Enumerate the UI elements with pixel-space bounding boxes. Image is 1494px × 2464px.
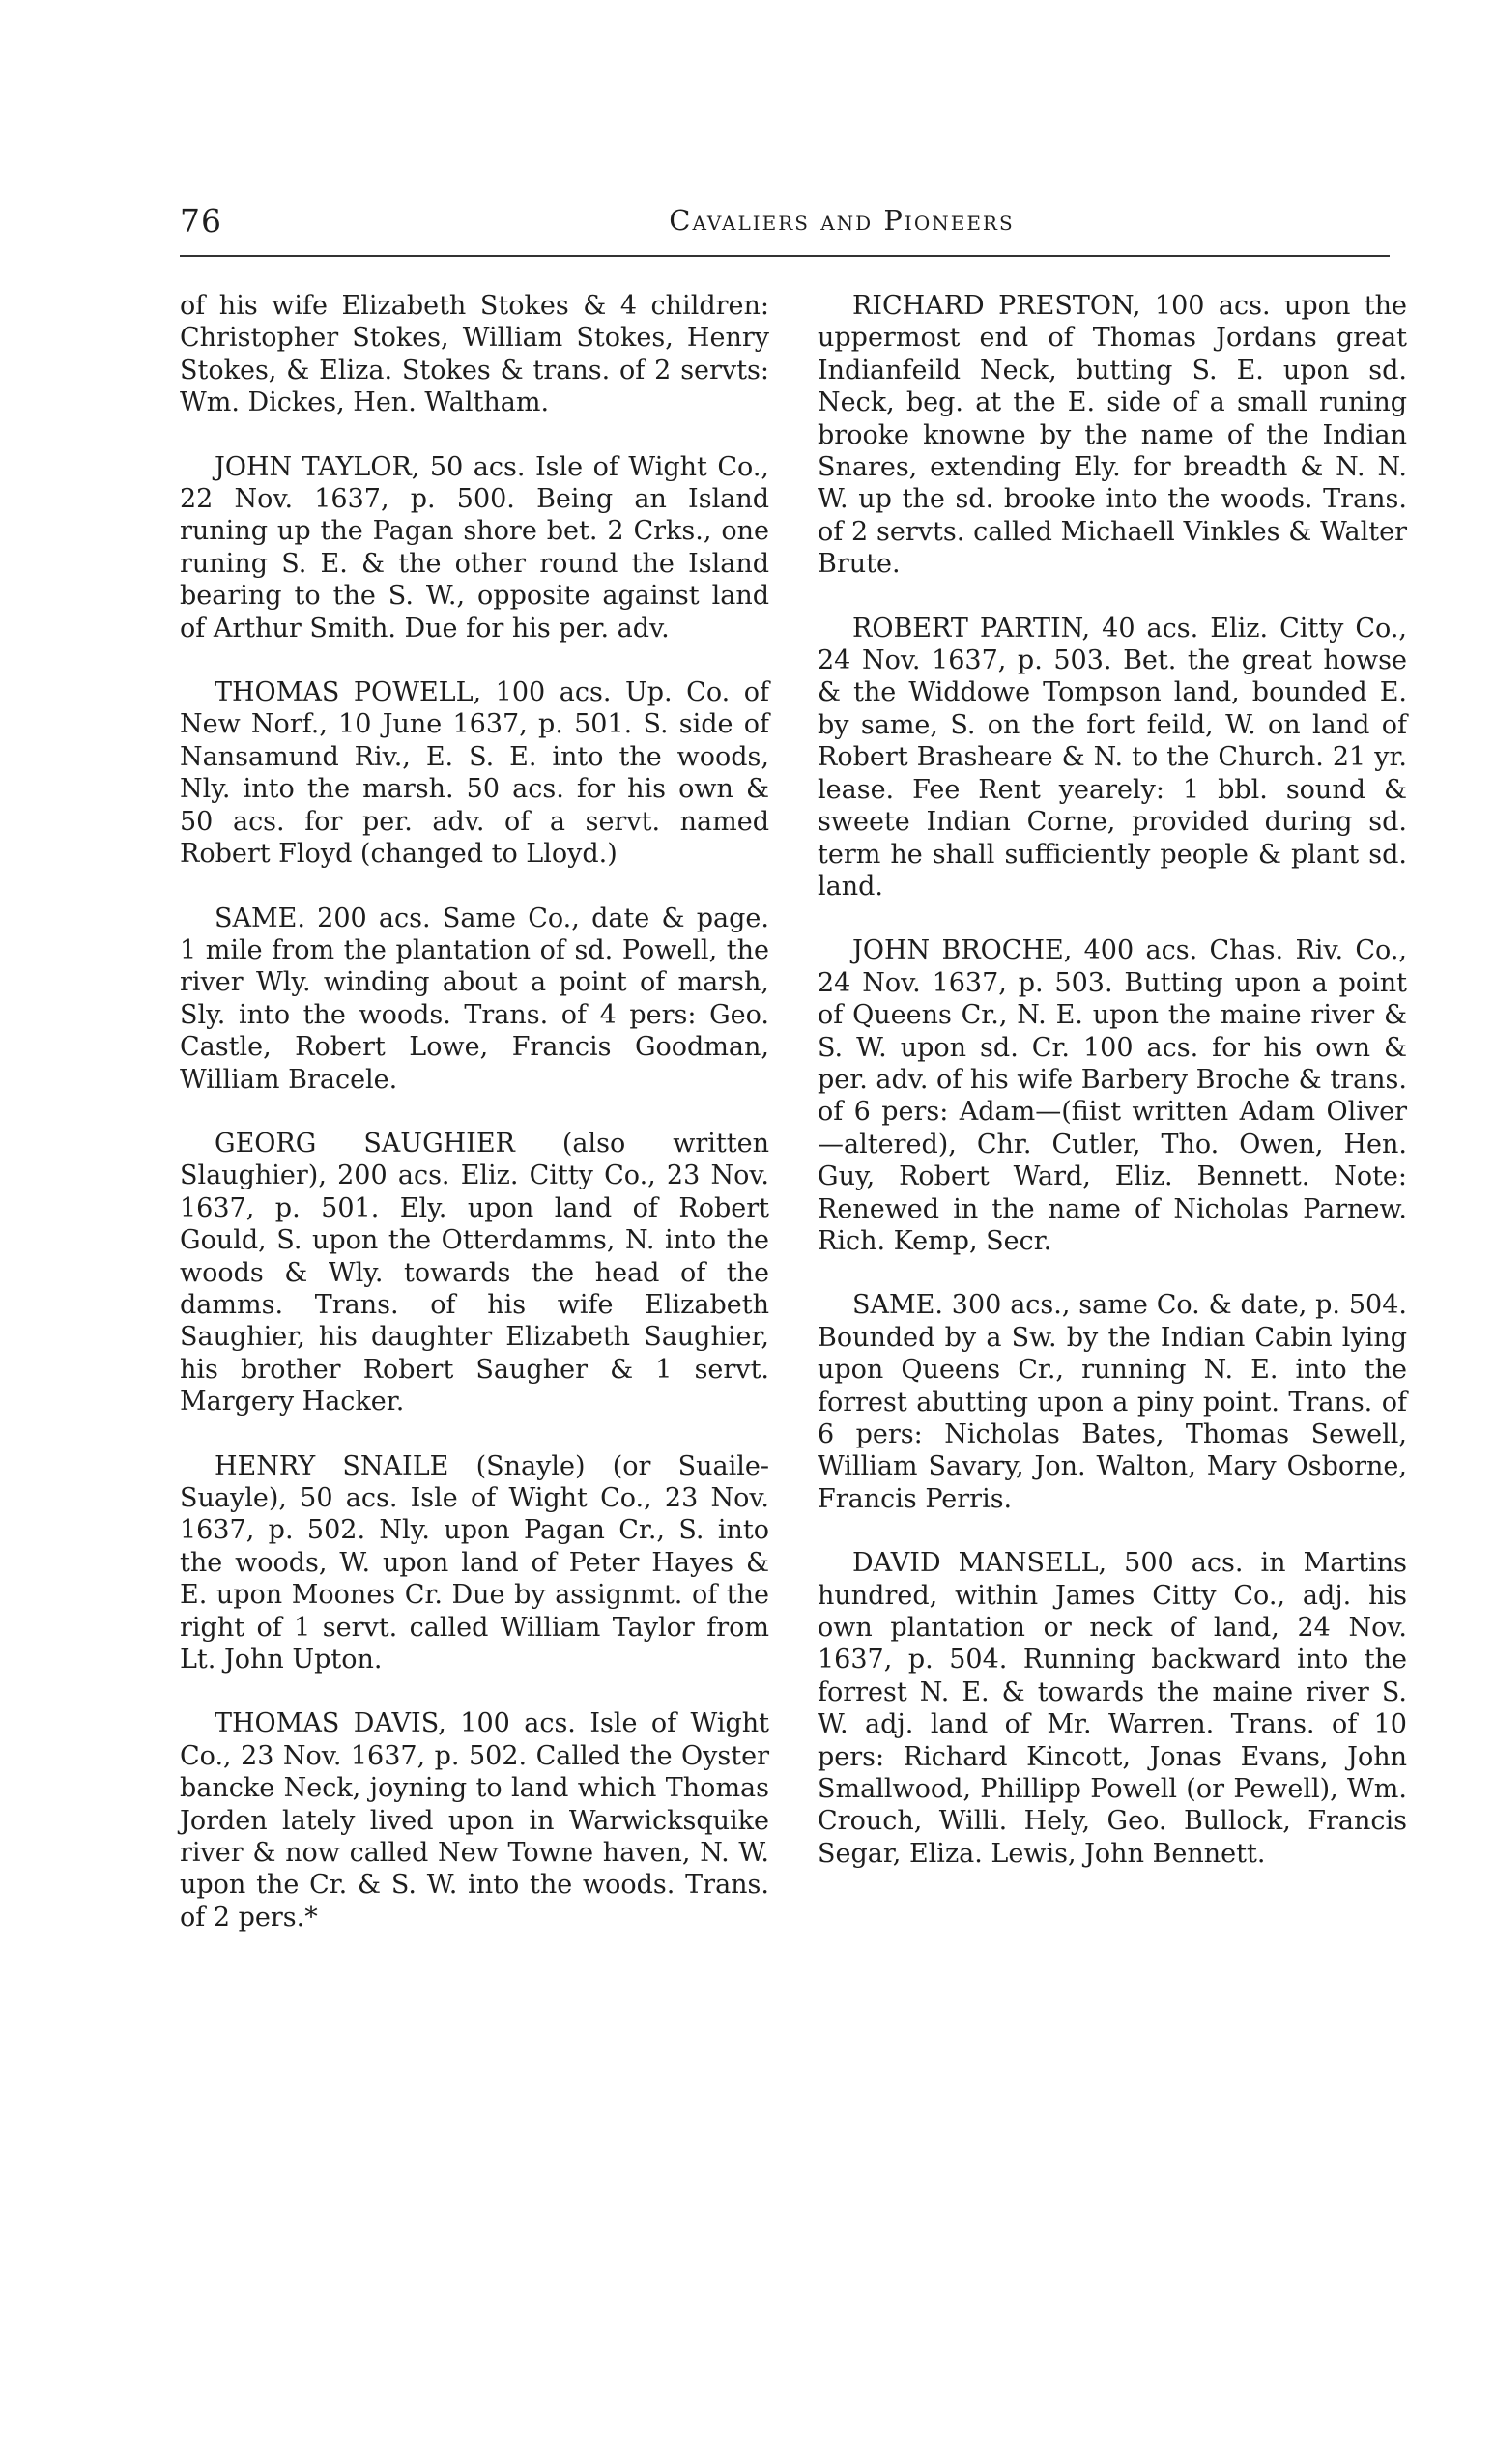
entry-thomas-powell: THOMAS POWELL, 100 acs. Up. Co. of New Norf., 10 June 1637, p. 501. S. side of Nansamund Riv., E. S. E. into the woods, Nly. into the marsh. 50 acs. for his own & 50 acs. for per. adv. of a servt. named Robert Floyd (changed to Lloyd.) xyxy=(180,677,769,870)
page-number: 76 xyxy=(180,202,222,240)
entry-same-300: SAME. 300 acs., same Co. & date, p. 504. Bounded by a Sw. by the Indian Cabin lying upon Queens Cr., running N. E. into the forrest abutting upon a piny point. Trans. of 6 pers: Nicholas Bates, Thomas Sewell, William Savary, Jon. Walton, Mary Osborne, Francis Perris. xyxy=(818,1290,1407,1514)
entry-thomas-davis: THOMAS DAVIS, 100 acs. Isle of Wight Co., 23 Nov. 1637, p. 502. Called the Oyster bancke Neck, joyning to land which Thomas Jorden lately lived upon in Warwicksquike river & now called New Towne haven, N. W. upon the Cr. & S. W. into the woods. Trans. of 2 pers.* xyxy=(180,1708,769,1933)
running-title: Cavaliers and Pioneers xyxy=(669,204,1015,237)
entry-john-taylor: JOHN TAYLOR, 50 acs. Isle of Wight Co., 22 Nov. 1637, p. 500. Being an Island runing up the Pagan shore bet. 2 Crks., one runing S. E. & the other round the Island bearing to the S. W., opposite against land of Arthur Smith. Due for his per. adv. xyxy=(180,451,769,644)
entry-henry-snaile: HENRY SNAILE (Snayle) (or Suaile-Suayle), 50 acs. Isle of Wight Co., 23 Nov. 1637, p. 502. Nly. upon Pagan Cr., S. into the woods, W. upon land of Peter Hayes & E. upon Moones Cr. Due by assignmt. of the right of 1 servt. called William Taylor from Lt. John Upton. xyxy=(180,1450,769,1676)
entry-richard-preston: RICHARD PRESTON, 100 acs. upon the uppermost end of Thomas Jordans great Indianfeild Neck, butting S. E. upon sd. Neck, beg. at the E. side of a small runing brooke knowne by the name of the Indian Snares, extending Ely. for breadth & N. N. W. up the sd. brooke into the woods. Trans. of 2 servts. called Michaell Vinkles & Walter Brute. xyxy=(818,291,1407,580)
entry-john-broche: JOHN BROCHE, 400 acs. Chas. Riv. Co., 24 Nov. 1637, p. 503. Butting upon a point of Queens Cr., N. E. upon the maine river & S. W. upon sd. Cr. 100 acs. for his own & per. adv. of his wife Barbery Broche & trans. of 6 pers: Adam—(fiist written Adam Oliver—altered), Chr. Cutler, Tho. Owen, Hen. Guy, Robert Ward, Eliz. Bennett. Note: Renewed in the name of Nicholas Parnew. Rich. Kemp, Secr. xyxy=(818,935,1407,1256)
page-header xyxy=(180,196,1388,254)
left-column xyxy=(180,290,769,1965)
entry-same-200: SAME. 200 acs. Same Co., date & page. 1 mile from the plantation of sd. Powell, the river Wly. winding about a point of marsh, Sly. into the woods. Trans. of 4 pers: Geo. Castle, Robert Lowe, Francis Goodman, William Bracele. xyxy=(180,903,769,1095)
header-rule xyxy=(180,255,1390,257)
entry-david-mansell: DAVID MANSELL, 500 acs. in Martins hundred, within James Citty Co., adj. his own plantation or neck of land, 24 Nov. 1637, p. 504. Running backward into the forrest N. E. & towards the maine river S. W. adj. land of Mr. Warren. Trans. of 10 pers: Richard Kincott, Jonas Evans, John Smallwood, Phillipp Powell (or Pewell), Wm. Crouch, Willi. Hely, Geo. Bullock, Francis Segar, Eliza. Lewis, John Bennett. xyxy=(818,1548,1407,1869)
entry-robert-partin: ROBERT PARTIN, 40 acs. Eliz. Citty Co., 24 Nov. 1637, p. 503. Bet. the great howse & the Widdowe Tompson land, bounded E. by same, S. on the fort feild, W. on land of Robert Brasheare & N. to the Church. 21 yr. lease. Fee Rent yearely: 1 bbl. sound & sweete Indian Corne, provided during sd. term he shall sufficiently people & plant sd. land. xyxy=(818,613,1407,902)
entry-georg-saughier: GEORG SAUGHIER (also written Slaughier), 200 acs. Eliz. Citty Co., 23 Nov. 1637, p. 501. Ely. upon land of Robert Gould, S. upon the Otterdamms, N. into the woods & Wly. towards the head of the damms. Trans. of his wife Elizabeth Saughier, his daughter Elizabeth Saughier, his brother Robert Saugher & 1 servt. Margery Hacker. xyxy=(180,1128,769,1418)
entry-continued: of his wife Elizabeth Stokes & 4 children: Christopher Stokes, William Stokes, Henry Stokes, & Eliza. Stokes & trans. of 2 servts: Wm. Dickes, Hen. Waltham. xyxy=(180,291,769,418)
right-column xyxy=(818,290,1407,1902)
